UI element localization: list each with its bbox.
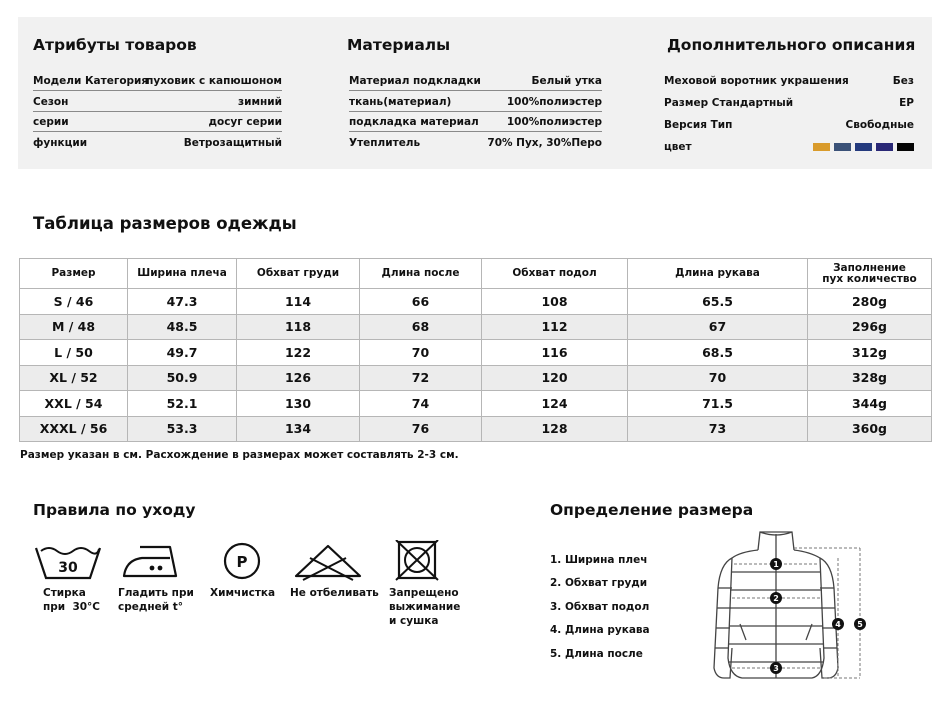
material-value: 70% Пух, 30%Перо bbox=[487, 137, 602, 149]
extra-value: Свободные bbox=[845, 119, 914, 131]
size-cell: 76 bbox=[360, 416, 482, 442]
materials-title: Материалы bbox=[347, 36, 451, 54]
size-table-row bbox=[20, 391, 932, 417]
care-label: Не отбеливать bbox=[290, 587, 379, 599]
size-cell: 134 bbox=[237, 416, 360, 442]
size-cell: 48.5 bbox=[128, 314, 237, 340]
extra-key: Размер Стандартный bbox=[664, 97, 794, 109]
size-header: Обхват подол bbox=[482, 259, 628, 289]
size-table bbox=[19, 258, 932, 442]
size-cell: 67 bbox=[628, 314, 808, 340]
size-cell: 49.7 bbox=[128, 340, 237, 366]
color-swatch[interactable] bbox=[876, 143, 893, 151]
size-cell: 70 bbox=[628, 365, 808, 391]
size-table-row bbox=[20, 340, 932, 366]
size-cell-label: S / 46 bbox=[20, 289, 128, 315]
wash-temp-text: 30 bbox=[58, 560, 78, 576]
marker-3-label: 3 bbox=[773, 664, 779, 673]
dry-clean-letter: P bbox=[236, 553, 248, 571]
marker-5-label: 5 bbox=[857, 620, 863, 629]
attribute-key: серии bbox=[33, 116, 69, 128]
attribute-row bbox=[33, 111, 282, 132]
care-item-nobleach bbox=[290, 540, 379, 599]
size-cell: 360g bbox=[808, 416, 932, 442]
size-cell: 344g bbox=[808, 391, 932, 417]
size-table-row bbox=[20, 365, 932, 391]
marker-2-label: 2 bbox=[773, 594, 779, 603]
attribute-value: пуховик с капюшоном bbox=[146, 75, 282, 87]
material-row bbox=[349, 111, 602, 132]
size-cell: 328g bbox=[808, 365, 932, 391]
dry-clean-icon bbox=[207, 540, 277, 582]
measure-title: Определение размера bbox=[550, 501, 754, 519]
attributes-title: Атрибуты товаров bbox=[33, 36, 197, 54]
extra-title: Дополнительного описания bbox=[667, 36, 916, 54]
care-label: Гладить при средней t° bbox=[118, 587, 194, 613]
care-item-notumble bbox=[383, 540, 461, 627]
size-table-title: Таблица размеров одежды bbox=[33, 214, 297, 233]
size-cell: 312g bbox=[808, 340, 932, 366]
size-cell: 112 bbox=[482, 314, 628, 340]
material-row bbox=[349, 132, 602, 153]
size-cell: 122 bbox=[237, 340, 360, 366]
no-tumble-dry-icon bbox=[383, 540, 453, 582]
attribute-row bbox=[33, 132, 282, 153]
care-item-iron bbox=[118, 540, 194, 613]
size-cell: 66 bbox=[360, 289, 482, 315]
extra-key: Версия Тип bbox=[664, 119, 733, 131]
color-swatch[interactable] bbox=[897, 143, 914, 151]
size-cell: 280g bbox=[808, 289, 932, 315]
size-cell: 124 bbox=[482, 391, 628, 417]
color-swatch[interactable] bbox=[834, 143, 851, 151]
measure-item: 3. Обхват подол bbox=[550, 601, 650, 613]
marker-4-label: 4 bbox=[835, 620, 841, 629]
size-cell: 126 bbox=[237, 365, 360, 391]
size-table-header-row bbox=[20, 259, 932, 289]
material-key: Материал подкладки bbox=[349, 75, 481, 87]
size-cell: 68 bbox=[360, 314, 482, 340]
wash-30-icon bbox=[33, 540, 103, 582]
iron-medium-icon bbox=[120, 540, 190, 582]
size-cell-label: L / 50 bbox=[20, 340, 128, 366]
size-table-row bbox=[20, 289, 932, 315]
size-cell: 47.3 bbox=[128, 289, 237, 315]
color-swatch[interactable] bbox=[813, 143, 830, 151]
size-header: Длина после bbox=[360, 259, 482, 289]
material-value: 100%полиэстер bbox=[506, 96, 602, 108]
marker-1-label: 1 bbox=[773, 560, 779, 569]
extra-key: Меховой воротник украшения bbox=[664, 75, 849, 87]
jacket-diagram bbox=[700, 528, 870, 708]
extra-value: EP bbox=[899, 97, 914, 109]
extra-value: Без bbox=[892, 75, 914, 87]
extra-row-color bbox=[664, 136, 914, 157]
size-cell-label: XXL / 54 bbox=[20, 391, 128, 417]
extra-row bbox=[664, 114, 914, 135]
attributes-panel bbox=[18, 17, 932, 169]
size-cell: 68.5 bbox=[628, 340, 808, 366]
no-bleach-icon bbox=[293, 540, 363, 582]
measure-item: 4. Длина рукава bbox=[550, 624, 650, 636]
size-header: Длина рукава bbox=[628, 259, 808, 289]
attribute-value: Ветрозащитный bbox=[183, 137, 282, 149]
measure-item: 1. Ширина плеч bbox=[550, 554, 648, 566]
material-row bbox=[349, 91, 602, 112]
attribute-value: досуг серии bbox=[208, 116, 282, 128]
size-cell-label: XL / 52 bbox=[20, 365, 128, 391]
size-cell: 114 bbox=[237, 289, 360, 315]
size-cell-label: M / 48 bbox=[20, 314, 128, 340]
attribute-key: Модели Категория bbox=[33, 75, 149, 87]
size-cell: 71.5 bbox=[628, 391, 808, 417]
care-label: Запрещено выжимание и сушка bbox=[389, 587, 461, 627]
attribute-row bbox=[33, 91, 282, 112]
size-cell: 72 bbox=[360, 365, 482, 391]
size-header: Заполнение пух количество bbox=[808, 259, 932, 289]
size-table-row bbox=[20, 416, 932, 442]
size-cell: 128 bbox=[482, 416, 628, 442]
attribute-row bbox=[33, 70, 282, 91]
jacket-outline bbox=[714, 532, 838, 678]
attribute-key: функции bbox=[33, 137, 88, 149]
size-cell: 120 bbox=[482, 365, 628, 391]
size-cell: 52.1 bbox=[128, 391, 237, 417]
measure-guides bbox=[732, 548, 860, 678]
material-key: Утеплитель bbox=[349, 137, 421, 149]
size-cell: 108 bbox=[482, 289, 628, 315]
size-header: Ширина плеча bbox=[128, 259, 237, 289]
material-key: подкладка материал bbox=[349, 116, 479, 128]
material-value: 100%полиэстер bbox=[506, 116, 602, 128]
size-table-row bbox=[20, 314, 932, 340]
material-row bbox=[349, 70, 602, 91]
size-note: Размер указан в см. Расхождение в размерах может составлять 2-3 см. bbox=[20, 449, 459, 461]
measure-item: 2. Обхват груди bbox=[550, 577, 648, 589]
care-label: Химчистка bbox=[210, 587, 276, 599]
size-cell: 74 bbox=[360, 391, 482, 417]
size-header: Обхват груди bbox=[237, 259, 360, 289]
size-cell: 130 bbox=[237, 391, 360, 417]
size-cell-label: XXXL / 56 bbox=[20, 416, 128, 442]
material-value: Белый утка bbox=[531, 75, 602, 87]
extra-row bbox=[664, 70, 914, 91]
color-swatches bbox=[813, 143, 914, 151]
care-label: Стирка при 30°C bbox=[43, 587, 101, 613]
attribute-value: зимний bbox=[237, 96, 282, 108]
size-cell: 65.5 bbox=[628, 289, 808, 315]
size-cell: 296g bbox=[808, 314, 932, 340]
color-swatch[interactable] bbox=[855, 143, 872, 151]
extra-row bbox=[664, 92, 914, 113]
care-item-wash bbox=[33, 540, 103, 613]
measure-item: 5. Длина после bbox=[550, 648, 643, 660]
care-item-dryclean bbox=[207, 540, 277, 599]
material-key: ткань(материал) bbox=[349, 96, 452, 108]
attribute-key: Сезон bbox=[33, 96, 69, 108]
size-cell: 118 bbox=[237, 314, 360, 340]
care-title: Правила по уходу bbox=[33, 501, 196, 519]
size-header: Размер bbox=[20, 259, 128, 289]
size-cell: 53.3 bbox=[128, 416, 237, 442]
extra-key: цвет bbox=[664, 141, 692, 153]
size-cell: 116 bbox=[482, 340, 628, 366]
size-cell: 70 bbox=[360, 340, 482, 366]
size-cell: 73 bbox=[628, 416, 808, 442]
size-cell: 50.9 bbox=[128, 365, 237, 391]
